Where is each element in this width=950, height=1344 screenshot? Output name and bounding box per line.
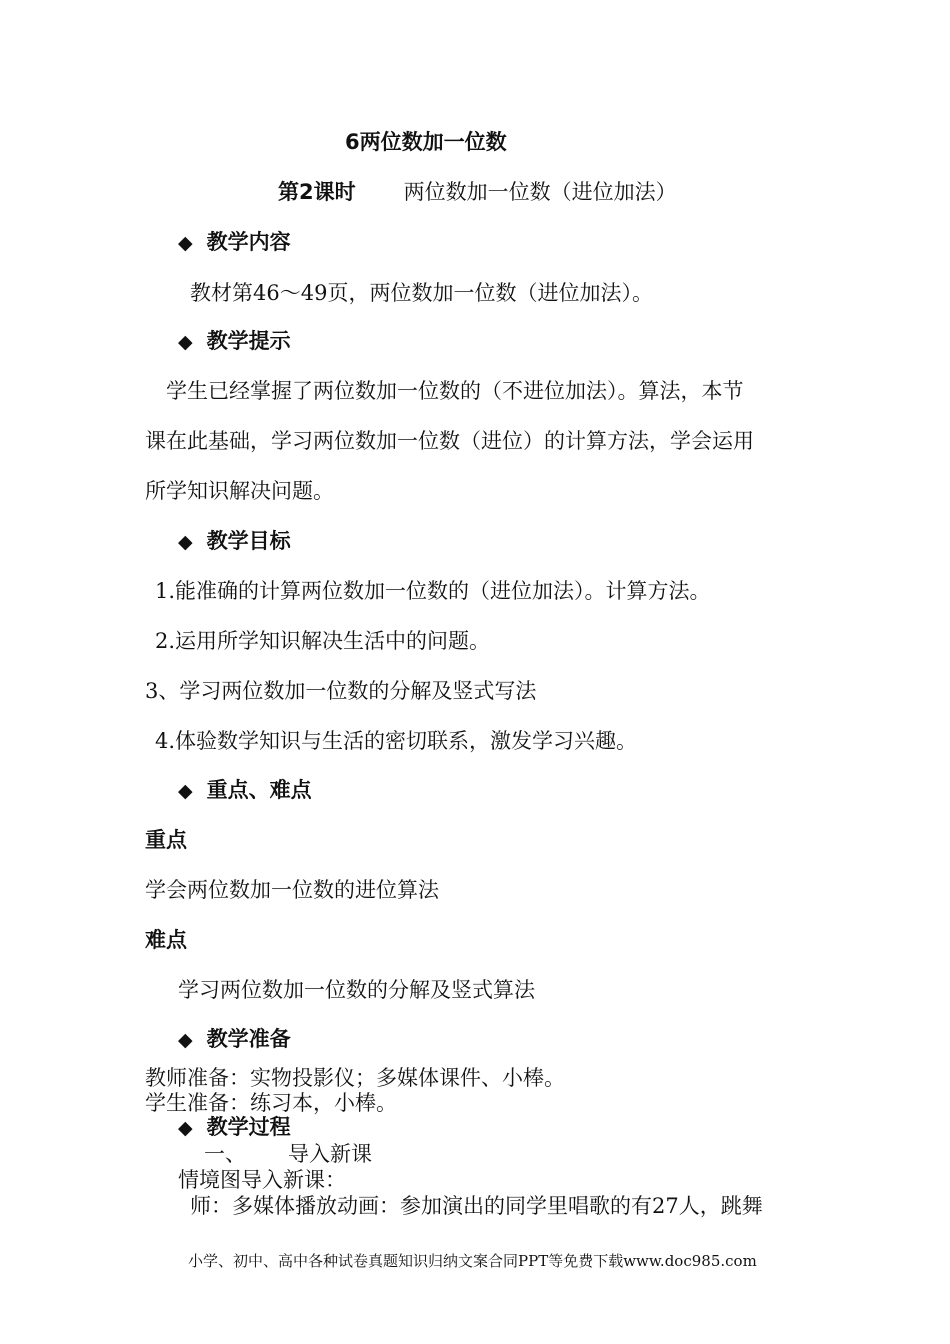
lesson-number: 第2课时 <box>278 180 356 204</box>
process-step-number: 一、 <box>204 1142 246 1166</box>
diamond-bullet-icon: ◆ <box>178 531 193 553</box>
page-footer: 小学、初中、高中各种试卷真题知识归纳文案合同PPT等免费下载www.doc985.com <box>188 1252 757 1270</box>
section-heading-content: ◆ 教学内容 <box>178 230 291 254</box>
section-heading-hint: ◆ 教学提示 <box>178 329 291 353</box>
diamond-bullet-icon: ◆ <box>178 1117 193 1139</box>
section-heading-process: ◆ 教学过程 <box>178 1115 291 1139</box>
prep-teacher: 教师准备：实物投影仪；多媒体课件、小棒。 <box>145 1066 565 1090</box>
hint-line: 学生已经掌握了两位数加一位数的（不进位加法）。算法，本节 <box>166 379 744 403</box>
lesson-topic: 两位数加一位数（进位加法） <box>403 180 677 204</box>
section-heading-prep: ◆ 教学准备 <box>178 1027 291 1051</box>
prep-student: 学生准备：练习本，小棒。 <box>145 1091 397 1115</box>
process-step <box>204 1141 372 1167</box>
content-text: 教材第46～49页，两位数加一位数（进位加法）。 <box>190 281 653 305</box>
goal-item: 2.运用所学知识解决生活中的问题。 <box>155 629 491 653</box>
doc-subtitle <box>278 179 677 205</box>
process-intro: 情境图导入新课： <box>178 1168 346 1192</box>
section-heading-goals: ◆ 教学目标 <box>178 529 291 553</box>
diamond-bullet-icon: ◆ <box>178 780 193 802</box>
process-step-title: 导入新课 <box>288 1142 372 1166</box>
section-heading-key: ◆ 重点、难点 <box>178 778 312 802</box>
diamond-bullet-icon: ◆ <box>178 232 193 254</box>
goal-item: 3、学习两位数加一位数的分解及竖式写法 <box>145 679 537 703</box>
difficult-label: 难点 <box>145 928 187 952</box>
hint-line: 课在此基础，学习两位数加一位数（进位）的计算方法，学会运用 <box>145 429 754 453</box>
process-teacher: 师：多媒体播放动画：参加演出的同学里唱歌的有27人，跳舞 <box>190 1194 763 1218</box>
doc-title: 6两位数加一位数 <box>345 130 507 154</box>
hint-line: 所学知识解决问题。 <box>145 479 334 503</box>
diamond-bullet-icon: ◆ <box>178 1029 193 1051</box>
goal-item: 1.能准确的计算两位数加一位数的（进位加法）。计算方法。 <box>155 579 711 603</box>
key-text: 学会两位数加一位数的进位算法 <box>145 878 439 902</box>
diamond-bullet-icon: ◆ <box>178 331 193 353</box>
key-label: 重点 <box>145 828 187 852</box>
goal-item: 4.体验数学知识与生活的密切联系，激发学习兴趣。 <box>155 729 638 753</box>
difficult-text: 学习两位数加一位数的分解及竖式算法 <box>178 978 535 1002</box>
